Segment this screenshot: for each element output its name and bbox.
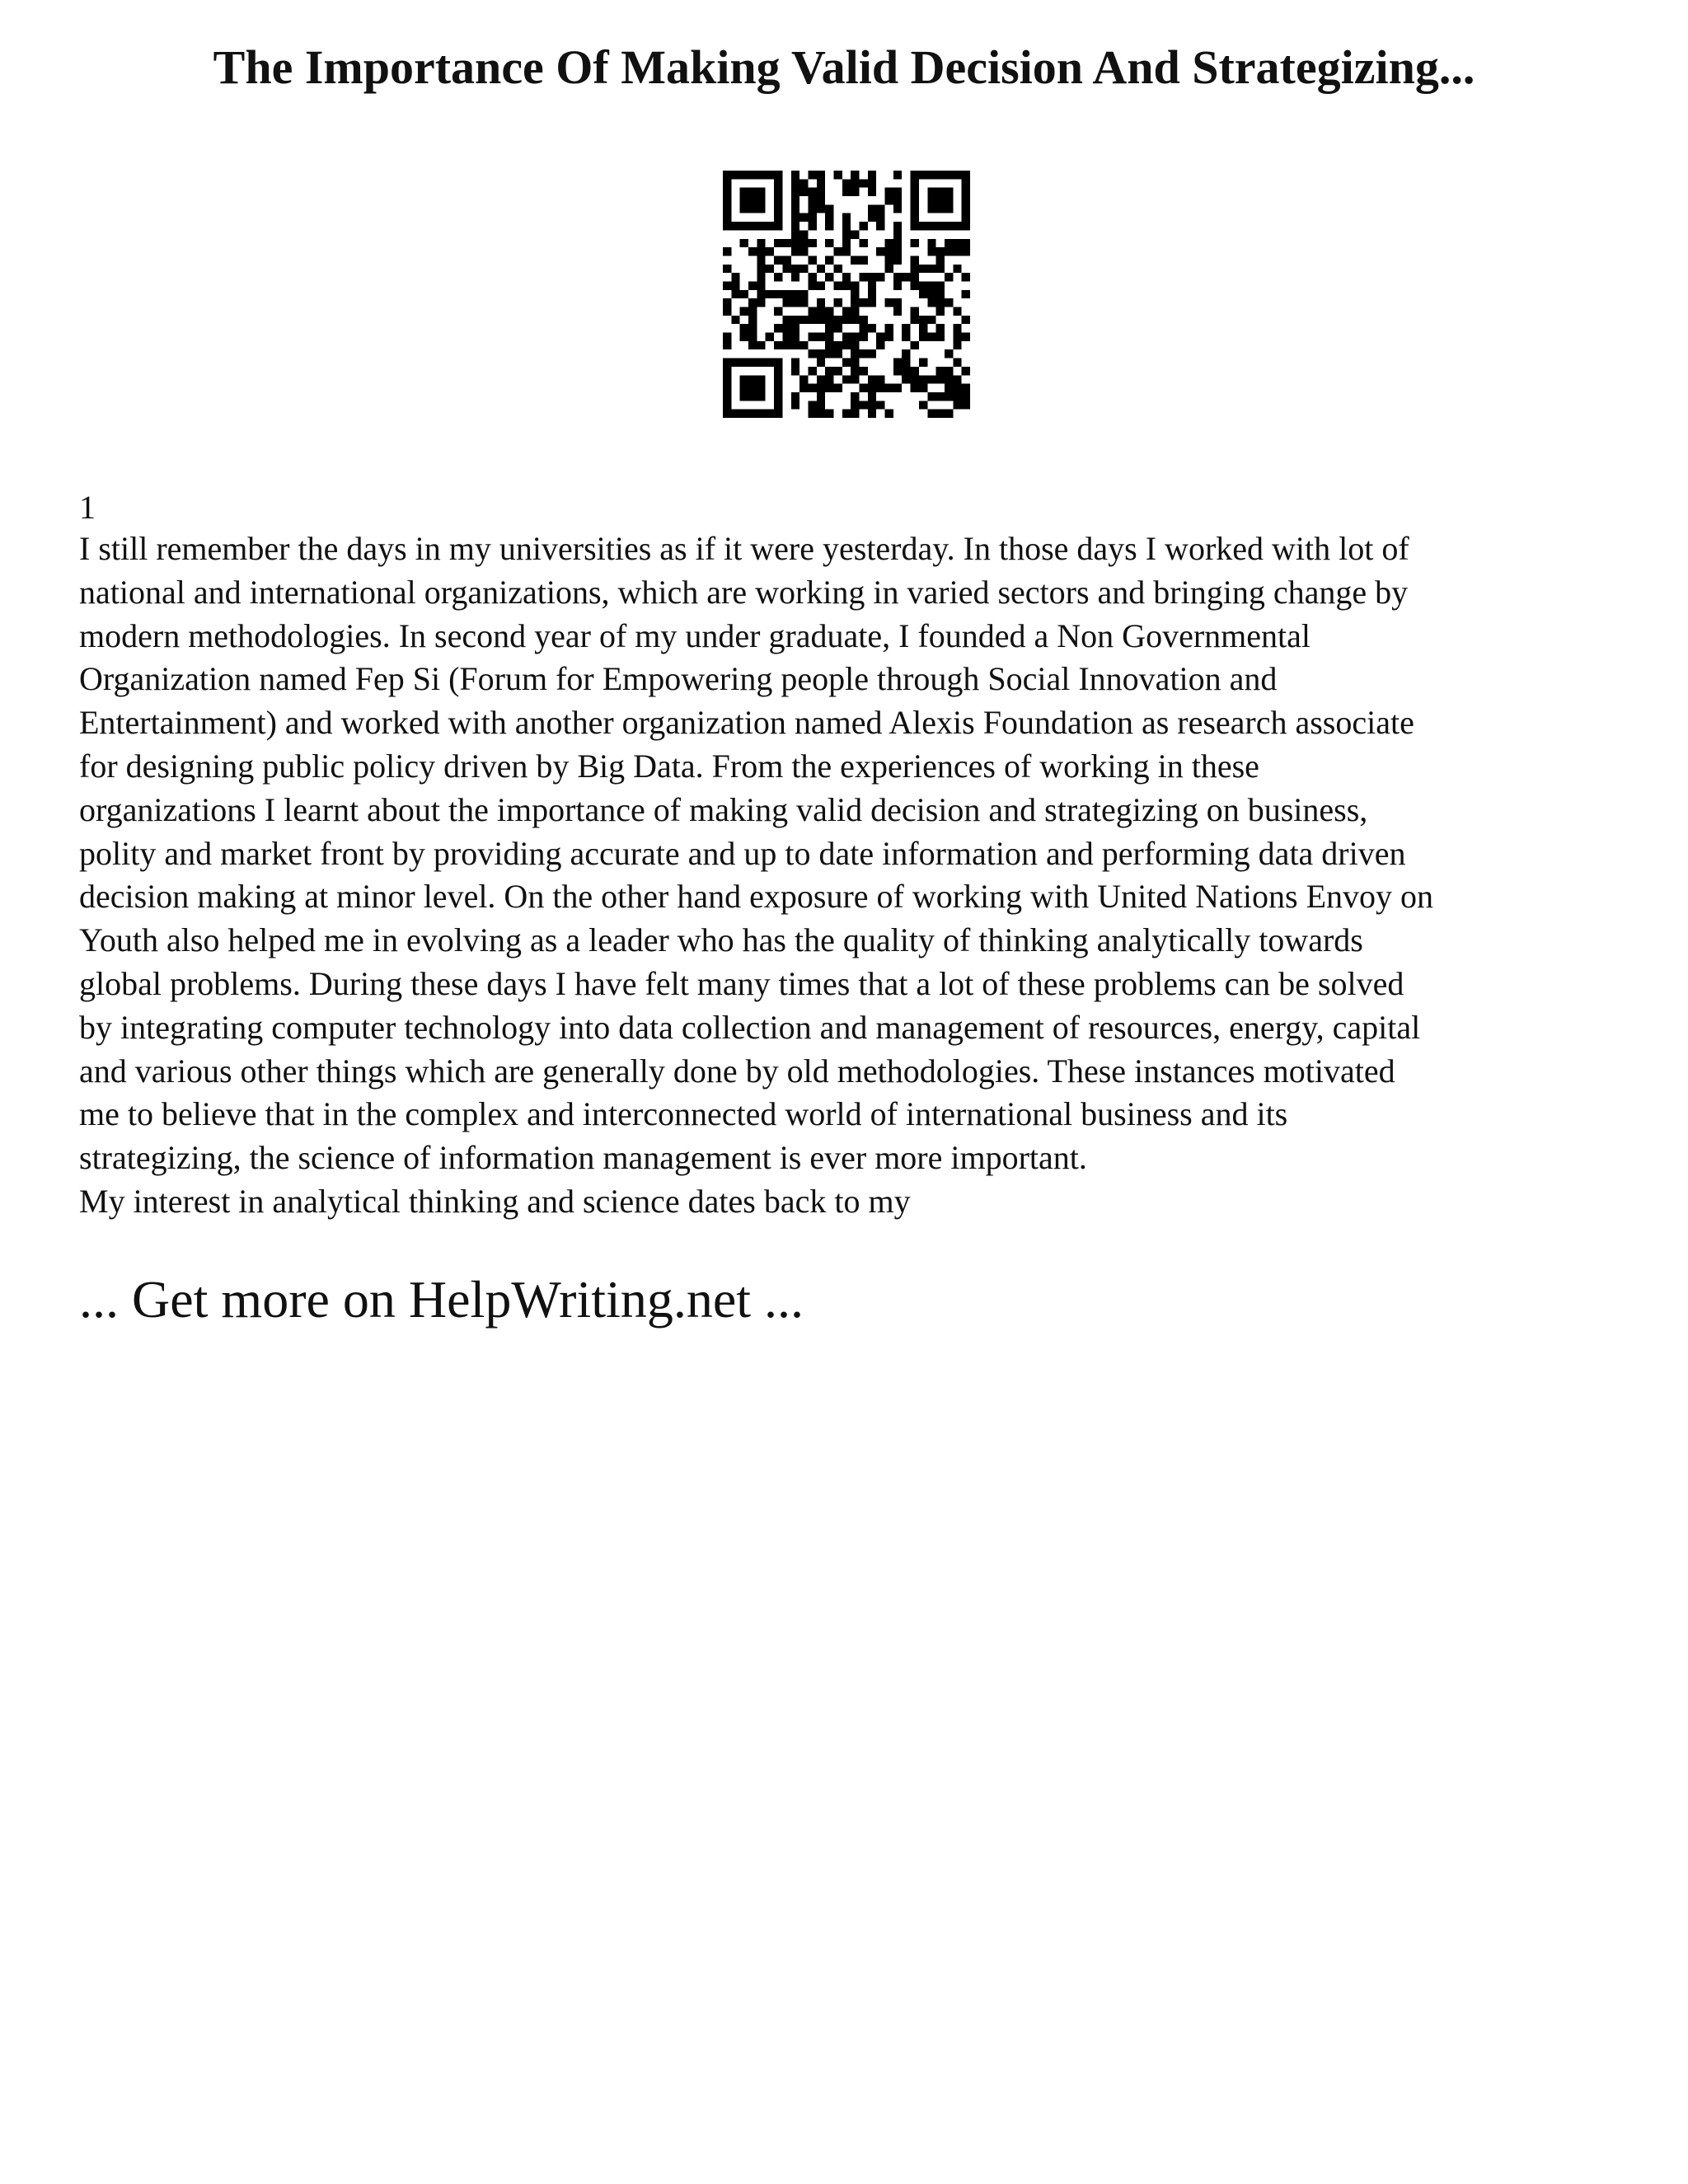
paragraph-line: decision making at minor level. On the other hand exposure of working with United Nations Envoy on bbox=[79, 878, 1434, 916]
paragraph-line: national and international organizations, which are working in varied sectors and bringing change by bbox=[79, 573, 1409, 611]
paragraph-line: strategizing, the science of information management is ever more important. bbox=[79, 1139, 1087, 1177]
paragraph-1 bbox=[79, 527, 1629, 1180]
paragraph-line: organizations I learnt about the importance of making valid decision and strategizing on business, bbox=[79, 790, 1368, 828]
paragraph-line: My interest in analytical thinking and science dates back to my bbox=[79, 1182, 911, 1220]
paragraph-line: Youth also helped me in evolving as a leader who has the quality of thinking analytically towards bbox=[79, 921, 1363, 959]
paragraph-line: polity and market front by providing accurate and up to date information and performing data driven bbox=[79, 834, 1406, 872]
paragraph-line: modern methodologies. In second year of my under graduate, I founded a Non Governmental bbox=[79, 616, 1311, 654]
paragraph-line: and various other things which are generally done by old methodologies. These instances motivated bbox=[79, 1052, 1395, 1090]
paragraph-line: by integrating computer technology into data collection and management of resources, energy, capital bbox=[79, 1008, 1421, 1046]
document-title: The Importance Of Making Valid Decision And Strategizing... bbox=[213, 40, 1475, 94]
page-number: 1 bbox=[79, 489, 96, 526]
paragraph-line: Entertainment) and worked with another organization named Alexis Foundation as research associate bbox=[79, 704, 1414, 742]
body-text bbox=[79, 527, 1629, 1224]
paragraph-line: me to believe that in the complex and interconnected world of international business and its bbox=[79, 1095, 1288, 1133]
qr-code-icon bbox=[723, 171, 970, 418]
paragraph-line: global problems. During these days I have felt many times that a lot of these problems can be solved bbox=[79, 964, 1404, 1002]
get-more-link[interactable]: ... Get more on HelpWriting.net ... bbox=[79, 1270, 804, 1329]
paragraph-line: for designing public policy driven by Big Data. From the experiences of working in these bbox=[79, 747, 1259, 785]
paragraph-2 bbox=[79, 1180, 1629, 1224]
paragraph-line: Organization named Fep Si (Forum for Empowering people through Social Innovation and bbox=[79, 660, 1278, 698]
paragraph-line: I still remember the days in my universities as if it were yesterday. In those days I worked with lot of bbox=[79, 530, 1409, 567]
